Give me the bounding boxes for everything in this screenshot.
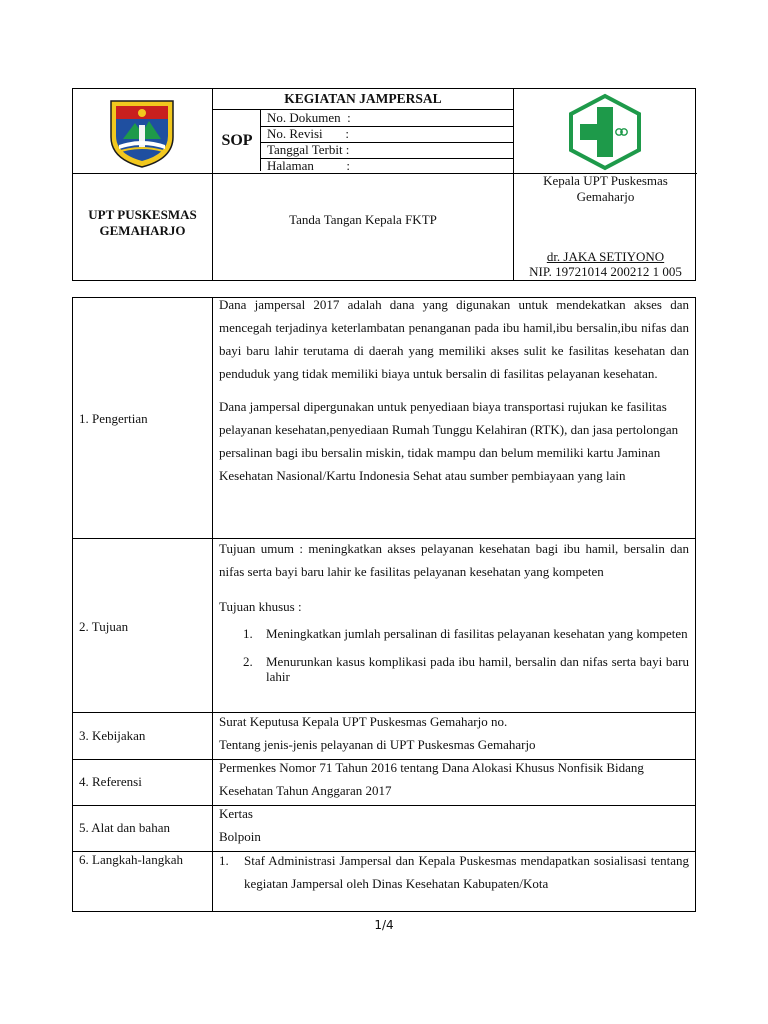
unit-name-line: UPT PUSKESMAS: [88, 207, 197, 222]
signature-label: Tanda Tangan Kepala FKTP: [289, 212, 437, 227]
langkah-list: [219, 849, 689, 895]
list-item: [219, 626, 689, 641]
page-number: 1/4: [374, 918, 394, 932]
section-label-kebijakan: 3. Kebijakan: [79, 728, 146, 743]
head-title-line: Gemaharjo: [576, 189, 635, 204]
list-item: [219, 654, 689, 684]
unit-name-line: GEMAHARJO: [99, 223, 186, 238]
section-label-tujuan: 2. Tujuan: [79, 619, 129, 634]
section-label-pengertian: 1. Pengertian: [79, 411, 148, 426]
kebijakan-line: Tentang jenis-jenis pelayanan di UPT Puskesmas Gemaharjo: [219, 737, 536, 752]
issue-date-row: Tanggal Terbit :: [267, 142, 350, 157]
section-label-alat: 5. Alat dan bahan: [79, 820, 170, 835]
list-item: [219, 849, 689, 895]
kebijakan-line: Surat Keputusa Kepala UPT Puskesmas Gemaharjo no.: [219, 714, 508, 729]
list-text: Menurunkan kasus komplikasi pada ibu hamil, bersalin dan nifas serta bayi baru lahir: [266, 654, 689, 684]
puskesmas-logo-icon: [567, 93, 643, 171]
pengertian-paragraph: Dana jampersal 2017 adalah dana yang digunakan untuk mendekatkan akses dan mencegah terjadinya keterlambatan penanganan pada ibu hamil,ibu bersalin,ibu nifas dan bayi baru lahir terutama di daerah yang memiliki akses sulit ke fasilitas kesehatan dan penduduk yang tidak memiliki biaya untuk bersalin di fasilitas pelayanan kesehatan.: [219, 297, 689, 381]
page-row: Halaman :: [267, 158, 351, 173]
list-text: Staf Administrasi Jampersal dan Kepala Puskesmas mendapatkan sosialisasi tentang kegiatan Jampersal oleh Dinas Kesehatan Kabupaten/Kota: [244, 853, 689, 891]
unit-name: [73, 207, 212, 239]
section-body-kebijakan: [219, 710, 689, 756]
head-title: [514, 173, 697, 205]
list-number: 1.: [243, 626, 253, 641]
list-text: Meningkatkan jumlah persalinan di fasilitas pelayanan kesehatan yang kompeten: [266, 626, 688, 641]
document-title: KEGIATAN JAMPERSAL: [284, 91, 442, 106]
head-name: dr. JAKA SETIYONO: [546, 249, 665, 264]
doc-number-row: No. Dokumen :: [267, 110, 351, 125]
section-body-referensi: [219, 756, 689, 802]
header-divider: [212, 109, 513, 110]
sop-header-table: [72, 88, 696, 281]
head-title-line: Kepala UPT Puskesmas: [543, 173, 668, 188]
column-divider: [212, 298, 213, 911]
section-body-langkah: [219, 849, 689, 895]
alat-line: Kertas: [219, 806, 253, 821]
tujuan-khusus-list: [219, 626, 689, 684]
revision-row: No. Revisi :: [267, 126, 349, 141]
referensi-text: Permenkes Nomor 71 Tahun 2016 tentang Dana Alokasi Khusus Nonfisik Bidang Kesehatan Tahun Anggaran 2017: [219, 760, 644, 798]
section-body-tujuan: [219, 537, 689, 684]
section-body-alat: [219, 802, 689, 848]
list-number: 2.: [243, 654, 253, 669]
sop-content-table: [72, 297, 696, 912]
pengertian-paragraph: Dana jampersal dipergunakan untuk penyediaan biaya transportasi rujukan ke fasilitas pelayanan kesehatan,penyediaan Rumah Tunggu Kelahiran (RTK), dan jasa pertolongan persalinan bagi ibu bersalin miskin, tidak mampu dan belum memiliki kartu Jaminan Kesehatan Nasional/Kartu Indonesia Sehat atau sumber pembiayaan yang lain: [219, 399, 679, 483]
alat-line: Bolpoin: [219, 829, 261, 844]
header-divider: [212, 89, 213, 280]
sop-label: SOP: [221, 132, 253, 149]
section-body-pengertian: [219, 293, 689, 487]
list-number: 1.: [219, 853, 229, 868]
section-label-langkah: 6. Langkah-langkah: [79, 852, 183, 867]
regency-logo-icon: [105, 95, 179, 169]
tujuan-khusus-label: Tujuan khusus :: [219, 599, 302, 614]
section-label-referensi: 4. Referensi: [79, 774, 142, 789]
tujuan-umum: Tujuan umum : meningkatkan akses pelayanan kesehatan bagi ibu hamil, bersalin dan nifas serta bayi baru lahir ke fasilitas pelayanan kesehatan yang kompeten: [219, 541, 689, 579]
head-nip: NIP. 19721014 200212 1 005: [529, 264, 682, 279]
